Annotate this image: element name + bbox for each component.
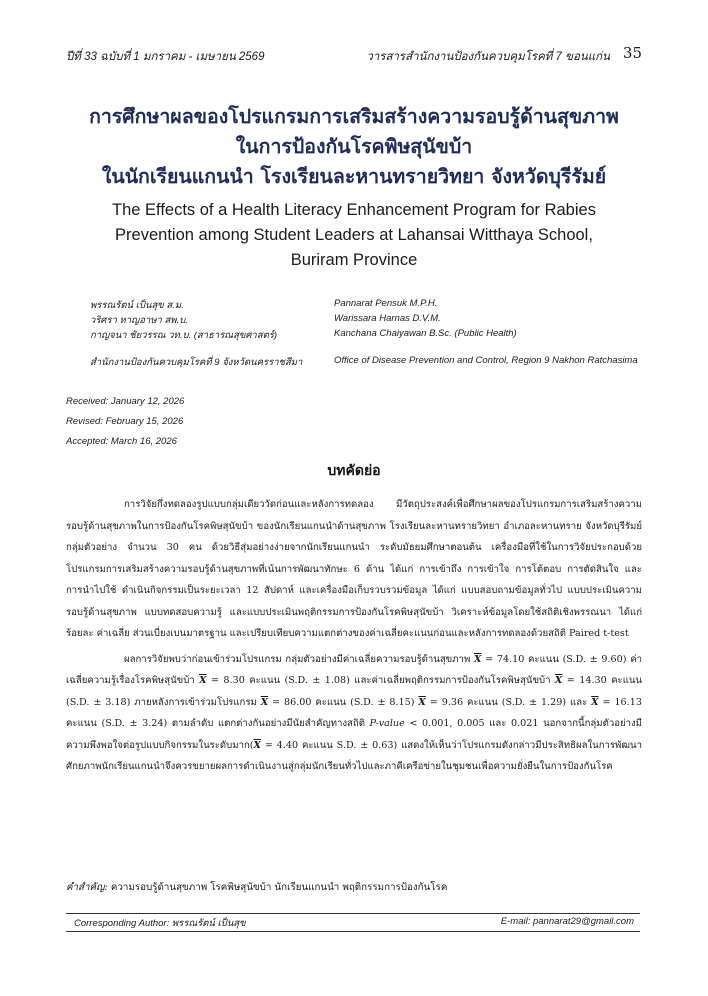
abstract-text: = 86.00 คะแนน (S.D. ± 8.15): [272, 696, 415, 708]
abstract-body: [66, 494, 642, 778]
abstract-text: = 74.10 คะแนน (S.D. ± 9.60) ค่าเฉลี่ยความรู้เรื่องโรคพิษสุนัขบ้า: [66, 653, 642, 686]
mean-symbol: $\overline{X}$: [260, 696, 269, 708]
mean-symbol: $\overline{X}$: [554, 675, 563, 686]
journal-name: วารสารสำนักงานป้องกันควบคุมโรคที่ 7 ขอนแก่น: [366, 51, 610, 63]
author-list: [90, 298, 650, 370]
abstract-text: < 0.001, 0.005 และ 0.021 นอกจากนี้กลุ่มตัวอย่างมีความพึงพอใจต่อรูปแบบกิจกรรมในระดับมาก(: [66, 718, 643, 751]
keywords-label: คำสำคัญ:: [66, 882, 108, 893]
mean-symbol: $\overline{X}$: [418, 696, 426, 708]
mean-symbol: $\overline{X}$: [473, 653, 482, 665]
mean-symbol: $\overline{X}$: [591, 696, 599, 708]
author-row: [90, 328, 650, 343]
abstract-text: = 14.30 คะแนน (S.D. ± 3.18) ภายหลังการเข้าร่วมโปรแกรม: [66, 675, 642, 708]
title-thai-line-3: ในนักเรียนแกนนำ โรงเรียนละหานทรายวิทยา จังหวัดบุรีรัมย์: [101, 165, 607, 188]
corresponding-author: Corresponding Author: พรรณรัตน์ เป็นสุข: [74, 918, 246, 929]
author-english: Kanchana Chaiyawan B.Sc. (Public Health): [334, 328, 517, 339]
author-row: [90, 298, 650, 313]
corresponding-footer: [66, 913, 640, 932]
running-header: [66, 46, 642, 66]
keywords-text: ความรอบรู้ด้านสุขภาพ โรคพิษสุนัขบ้า นักเรียนแกนนำ พฤติกรรมการป้องกันโรค: [110, 882, 448, 893]
p-value-label: P-value: [369, 718, 405, 729]
author-thai: พรรณรัตน์ เป็นสุข ส.ม.: [90, 300, 184, 311]
accepted-date: Accepted: March 16, 2026: [66, 436, 177, 447]
keywords: [66, 880, 642, 895]
abstract-paragraph-2: [66, 649, 642, 778]
mean-symbol: $\overline{X}$: [253, 739, 261, 751]
author-thai: กาญจนา ชัยวรรณ วท.บ. (สาธารณสุขศาสตร์): [90, 330, 278, 341]
abstract-paragraph-1: การวิจัยกึ่งทดลองรูปแบบกลุ่มเดียววัดก่อนและหลังการทดลอง มีวัตถุประสงค์เพื่อศึกษาผลของโปรแกรมการเสริมสร้างความรอบรู้ด้านสุขภาพในการป้องกันโรคพิษสุนัขบ้า ของนักเรียนแกนนำด้านสุขภาพ โรงเรียนละหานทรายวิทยา อำเภอละหานทราย จังหวัดบุรีรัมย์ กลุ่มตัวอย่าง จำนวน 30 คน ด้วยวิธีสุ่มอย่างง่ายจากนักเรียนแกนนำ ระดับมัธยมศึกษาตอนต้น เครื่องมือที่ใช้ในการวิจัยประกอบด้วย โปรแกรมการเสริมสร้างความรอบรู้ด้านสุขภาพที่เน้นการพัฒนาทักษะ 6 ด้าน ได้แก่ การเข้าถึง การเข้าใจ การโต้ตอบ การตัดสินใจ และการนำไปใช้ ดำเนินกิจกรรมเป็นระยะเวลา 12 สัปดาห์ และเครื่องมือเก็บรวบรวมข้อมูล ได้แก่ แบบสอบถามข้อมูลทั่วไป แบบประเมินความรอบรู้ด้านสุขภาพ แบบทดสอบความรู้ และแบบประเมินพฤติกรรมการป้องกันโรคพิษสุนัขบ้า วิเคราะห์ข้อมูลโดยใช้สถิติเชิงพรรณนา ได้แก่ ร้อยละ ค่าเฉลี่ย ส่วนเบี่ยงเบนมาตรฐาน และเปรียบเทียบความแตกต่างของค่าเฉลี่ยคะแนนก่อนและหลังการทดลองด้วยสถิติ Paired t-test: [66, 499, 642, 639]
affiliation-english: Office of Disease Prevention and Control, Region 9 Nakhon Ratchasima: [334, 355, 638, 366]
page-number: 35: [622, 44, 642, 62]
title-english: [66, 198, 642, 273]
received-date: Received: January 12, 2026: [66, 396, 185, 407]
author-email: E-mail: pannarat29@gmail.com: [500, 916, 634, 927]
author-english: Warissara Harnas D.V.M.: [334, 313, 441, 324]
abstract-text: ผลการวิจัยพบว่าก่อนเข้าร่วมโปรแกรม กลุ่มตัวอย่างมีค่าเฉลี่ยความรอบรู้ด้านสุขภาพ: [124, 653, 471, 665]
title-english-line-3: Buriram Province: [290, 251, 418, 269]
title-thai: [66, 102, 642, 192]
abstract-text: = 16.13 คะแนน (S.D. ± 3.24) ตามลำดับ แตกต่างกันอย่างมีนัยสำคัญทางสถิติ: [66, 696, 642, 729]
issue-info: ปีที่ 33 ฉบับที่ 1 มกราคม - เมษายน 2569: [66, 51, 265, 63]
abstract-heading: บทคัดย่อ: [327, 463, 381, 479]
revised-date: Revised: February 15, 2026: [66, 416, 184, 427]
abstract-text: = 9.36 คะแนน (S.D. ± 1.29) และ: [429, 696, 588, 708]
affiliation-thai: สำนักงานป้องกันควบคุมโรคที่ 9 จังหวัดนครราชสีมา: [90, 357, 303, 368]
article-dates: [66, 392, 184, 452]
abstract-text: = 8.30 คะแนน (S.D. ± 1.08) และค่าเฉลี่ยพฤติกรรมการป้องกันโรคพิษสุนัขบ้า: [210, 675, 551, 686]
author-thai: วริศรา หาญอาษา สพ.บ.: [90, 315, 188, 326]
title-english-line-2: Prevention among Student Leaders at Lahansai Witthaya School,: [115, 226, 593, 244]
mean-symbol: $\overline{X}$: [199, 675, 207, 686]
title-thai-line-2: ในการป้องกันโรคพิษสุนัขบ้า: [235, 135, 473, 158]
abstract-text: = 4.40 คะแนน S.D. ± 0.63) แสดงให้เห็นว่าโปรแกรมดังกล่าวมีประสิทธิผลในการพัฒนาศักยภาพนักเรียนแกนนำจึงควรขยายผลการดำเนินงานสู่กลุ่มนักเรียนทั่วไปและภาคีเครือข่ายในชุมชนเพื่อความยั่งยืนในการป้องกันโรค: [66, 739, 642, 772]
title-english-line-1: The Effects of a Health Literacy Enhancement Program for Rabies: [112, 201, 596, 219]
title-thai-line-1: การศึกษาผลของโปรแกรมการเสริมสร้างความรอบรู้ด้านสุขภาพ: [89, 105, 619, 128]
affiliation-row: [90, 355, 650, 370]
author-english: Pannarat Pensuk M.P.H.: [334, 298, 438, 309]
author-row: [90, 313, 650, 328]
